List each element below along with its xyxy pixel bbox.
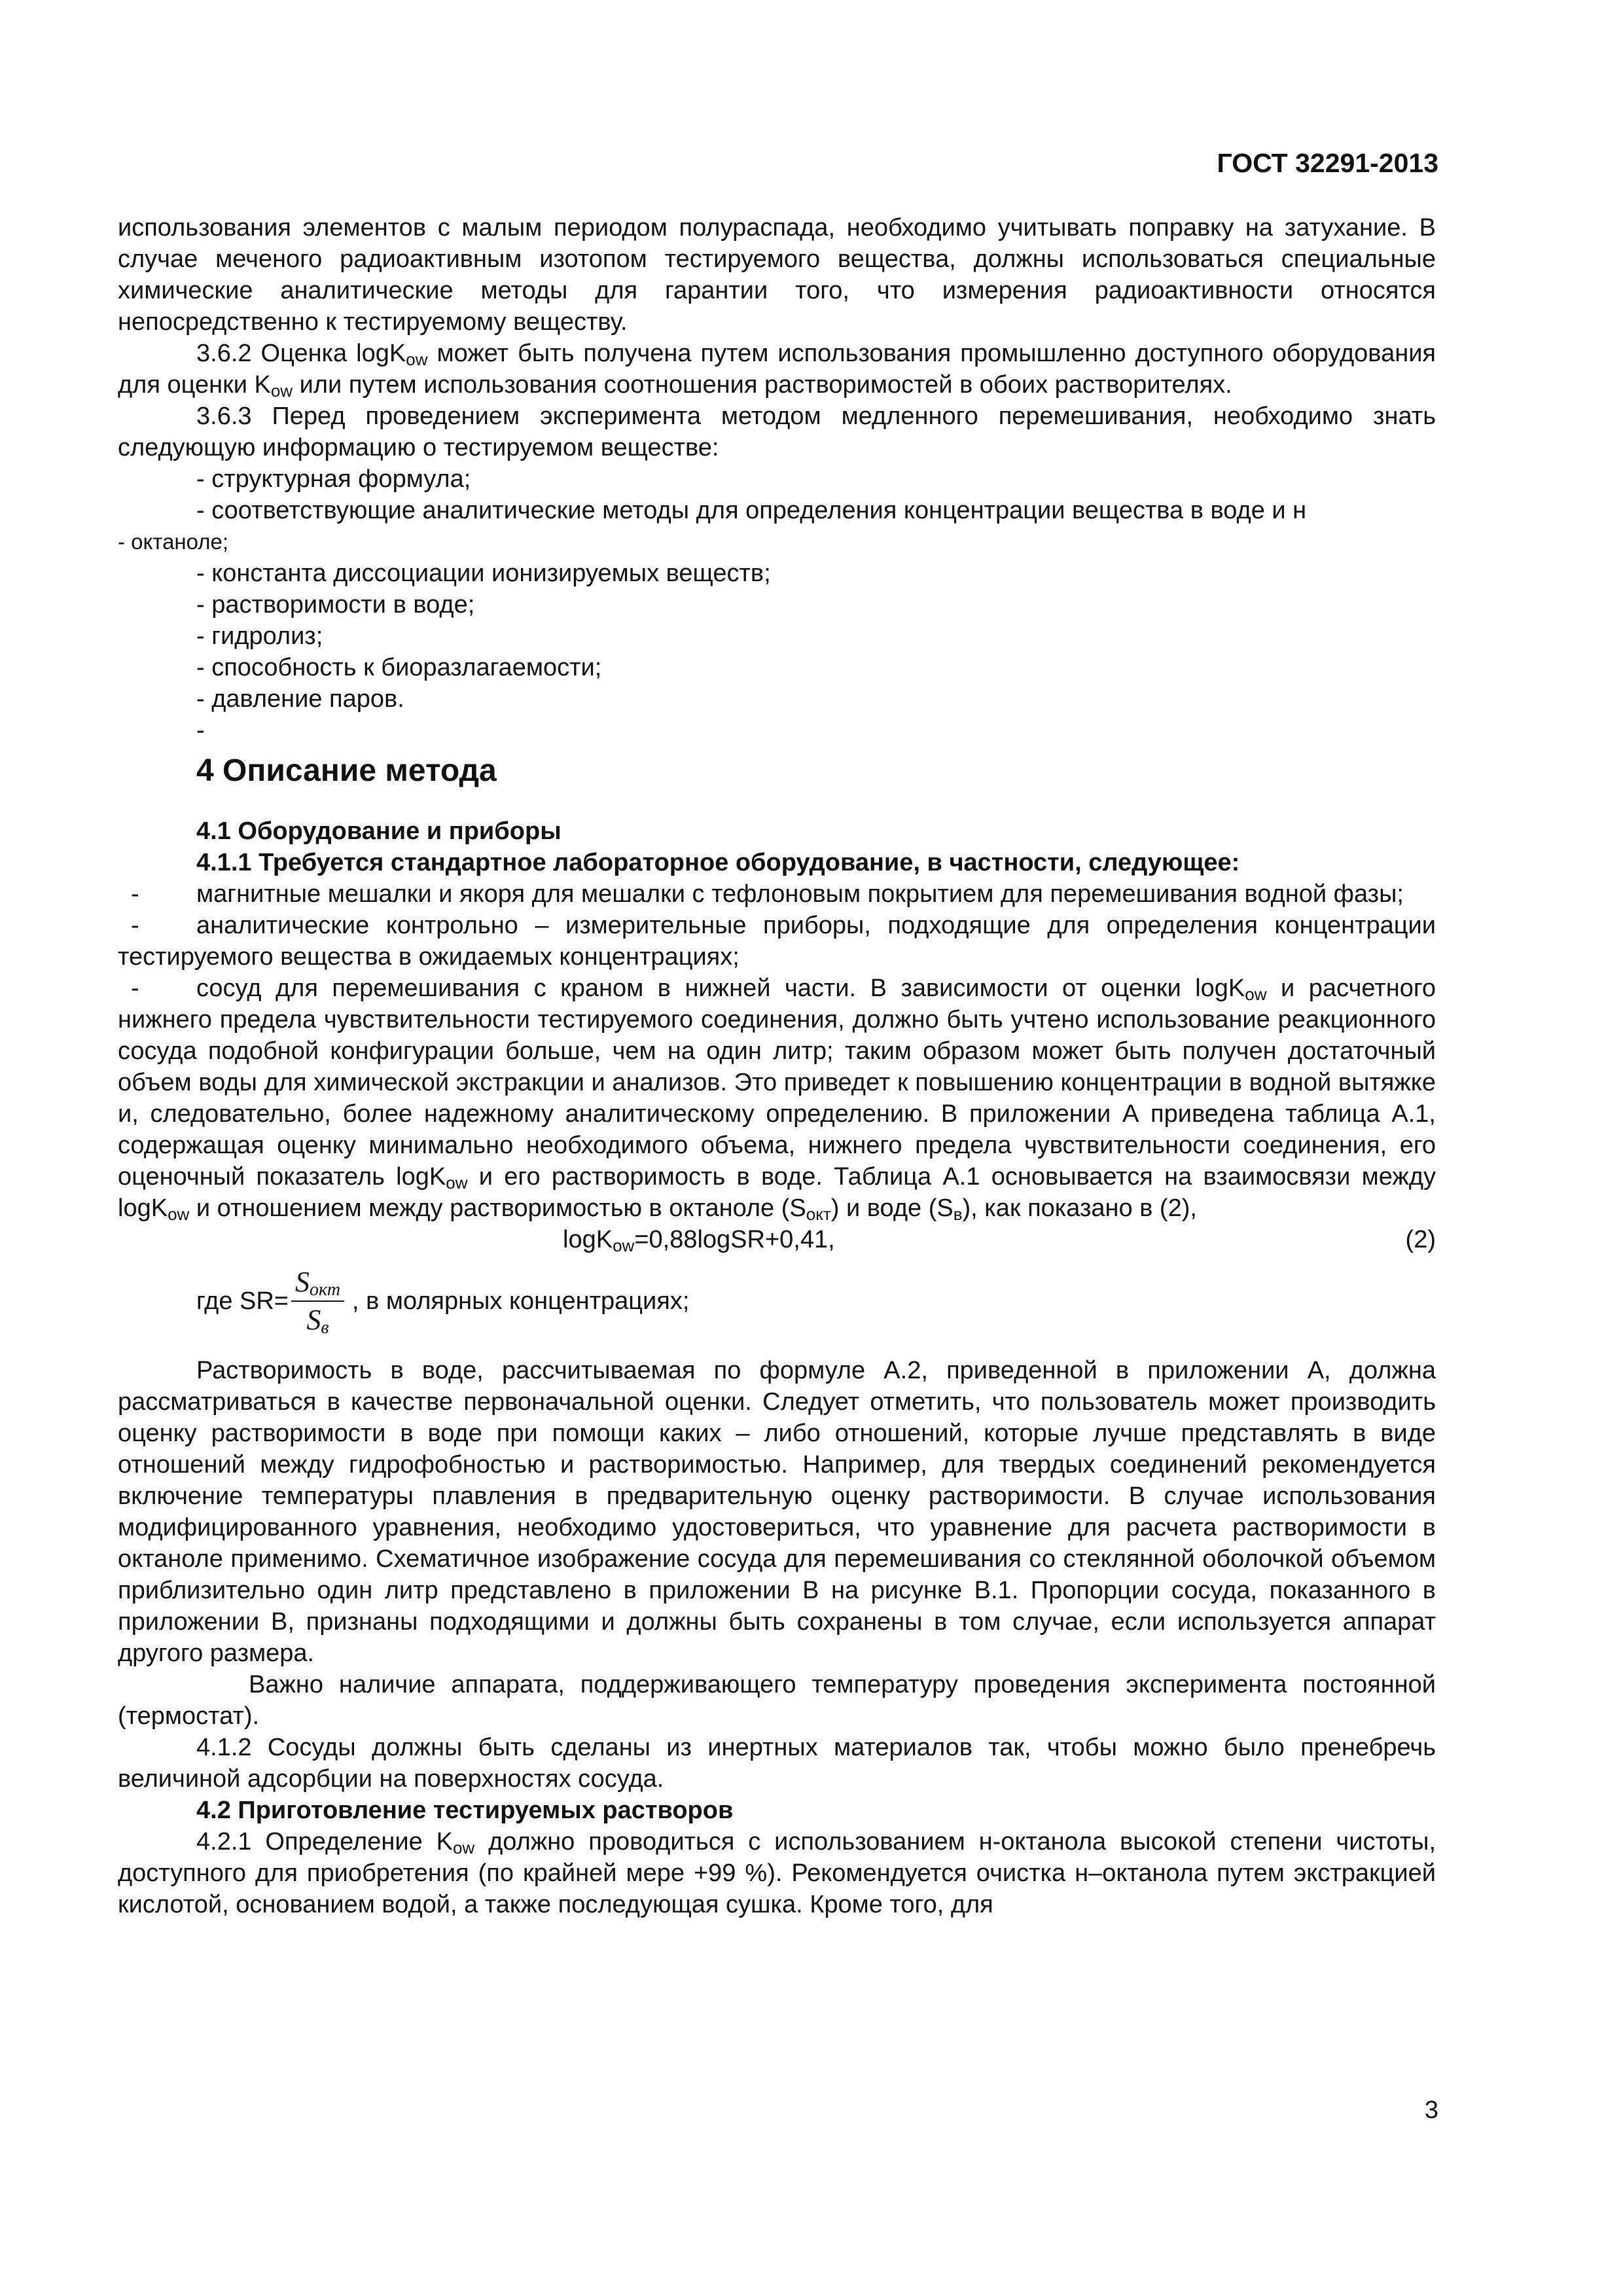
equipment-item: - аналитические контрольно – измерительные приборы, подходящие для определения концентрации тестируемого вещества в ожидаемых концентрациях; <box>118 912 1436 971</box>
section-heading-4: 4 Описание метода <box>196 753 497 788</box>
equipment-item: - магнитные мешалки и якоря для мешалки с тефлоновым покрытием для перемешивания водной фазы; <box>131 880 1404 908</box>
paragraph-3-6-2: 3.6.2 Оценка logK$_{ow}$ может быть получена путем использования промышленно доступного оборудования для оценки $K_{ow}$ или путем использования соотношения растворимостей в обоих растворителях. <box>118 340 1436 401</box>
paragraph-4-2-1: 4.2.1 Определение $K_{ow}$ должно проводиться с использованием н-октанола высокой степени чистоты, доступного для приобретения (по крайней мере +99 %). Рекомендуется очистка н–октанола путем экстракцией кислотой, основанием водой, а также последующая сушка. Кроме того, для <box>118 1828 1436 1918</box>
required-info-list <box>118 463 1436 746</box>
subsection-heading-4-1: 4.1 Оборудование и приборы <box>196 817 562 845</box>
subsection-heading-4-1-1: 4.1.1 Требуется стандартное лабораторное оборудование, в частности, следующее: <box>196 849 1240 876</box>
fraction-denominator: $S_в$ <box>306 1304 329 1338</box>
sr-fraction <box>291 1266 344 1336</box>
formula-expression: logK$_{ow}$=0,88logSR+0,41, <box>563 1226 835 1255</box>
formula-number: (2) <box>1405 1226 1436 1253</box>
list-item-continuation: - октаноле; <box>118 529 229 554</box>
list-item: - <box>196 717 205 744</box>
page-number: 3 <box>1424 2096 1438 2124</box>
list-item: - давление паров. <box>196 685 404 713</box>
paragraph-radioactivity: использования элементов с малым периодом полураспада, необходимо учитывать поправку на затухание. В случае меченого радиоактивным изотопом тестируемого вещества, должны использоваться специальные химические аналитические методы для гарантии того, что измерения радиоактивности относятся непосредственно к тестируемому веществу. <box>118 214 1436 336</box>
paragraph-4-1-2: 4.1.2 Сосуды должны быть сделаны из инертных материалов так, чтобы можно было пренебречь величиной адсорбции на поверхностях сосуда. <box>118 1734 1436 1793</box>
sr-definition <box>118 1262 1436 1340</box>
list-item: - гидролиз; <box>196 622 323 650</box>
paragraph-3-6-3: 3.6.3 Перед проведением эксперимента методом медленного перемешивания, необходимо знать следующую информацию о тестируемом веществе: <box>118 403 1436 461</box>
list-item: - растворимости в воде; <box>196 591 475 619</box>
subsection-heading-4-2: 4.2 Приготовление тестируемых растворов <box>196 1797 734 1824</box>
list-item: - структурная формула; <box>196 465 471 493</box>
paragraph-solubility: Растворимость в воде, рассчитываемая по формуле А.2, приведенной в приложении А, должна рассматриваться в качестве первоначальной оценки. Следует отметить, что пользователь может производить оценку растворимости в воде при помощи каких – либо отношений, которые лучше представлять в виде отношений между гидрофобностью и растворимостью. Например, для твердых соединений рекомендуется включение температуры плавления в предварительную оценку растворимости. В случае использования модифицированного уравнения, необходимо удостовериться, что уравнение для расчета растворимости в октаноле применимо. Схематичное изображение сосуда для перемешивания со стеклянной оболочкой объемом приблизительно один литр представлено в приложении В на рисунке В.1. Пропорции сосуда, показанного в приложении В, признаны подходящими и должны быть сохранены в том случае, если используется аппарат другого размера. <box>118 1357 1436 1667</box>
document-body <box>118 212 1436 1920</box>
paragraph-thermostat: Важно наличие аппарата, поддерживающего температуру проведения эксперимента постоянной (термостат). <box>118 1671 1436 1730</box>
equipment-item: - сосуд для перемешивания с краном в нижней части. В зависимости от оценки logK$_{ow}$ и расчетного нижнего предела чувствительности тестируемого соединения, должно быть учтено использование реакционного сосуда подобной конфигурации больше, чем на один литр; таким образом может быть получен достаточный объем воды для химической экстракции и анализов. Это приведет к повышению концентрации в водной вытяжке и, следовательно, более надежному аналитическому определению. В приложении А приведена таблица А.1, содержащая оценку минимально необходимого объема, нижнего предела чувствительности соединения, его оценочный показатель logK$_{ow}$ и его растворимость в воде. Таблица А.1 основывается на взаимосвязи между logK$_{ow}$ и отношением между растворимостью в октаноле $(S_{окт})$ и воде $(S_в)$, как показано в (2), <box>118 975 1436 1224</box>
list-item: - соответствующие аналитические методы для определения концентрации вещества в воде и н <box>196 497 1307 524</box>
list-item: - константа диссоциации ионизируемых веществ; <box>196 560 771 587</box>
fraction-numerator: $S_{окт}$ <box>291 1266 344 1302</box>
sr-suffix: , в молярных концентрациях; <box>351 1287 690 1315</box>
document-id-header: ГОСТ 32291-2013 <box>1217 148 1438 178</box>
sr-prefix: где SR= <box>196 1287 289 1315</box>
formula-2 <box>118 1224 1436 1255</box>
list-item: - способность к биоразлагаемости; <box>196 654 602 681</box>
